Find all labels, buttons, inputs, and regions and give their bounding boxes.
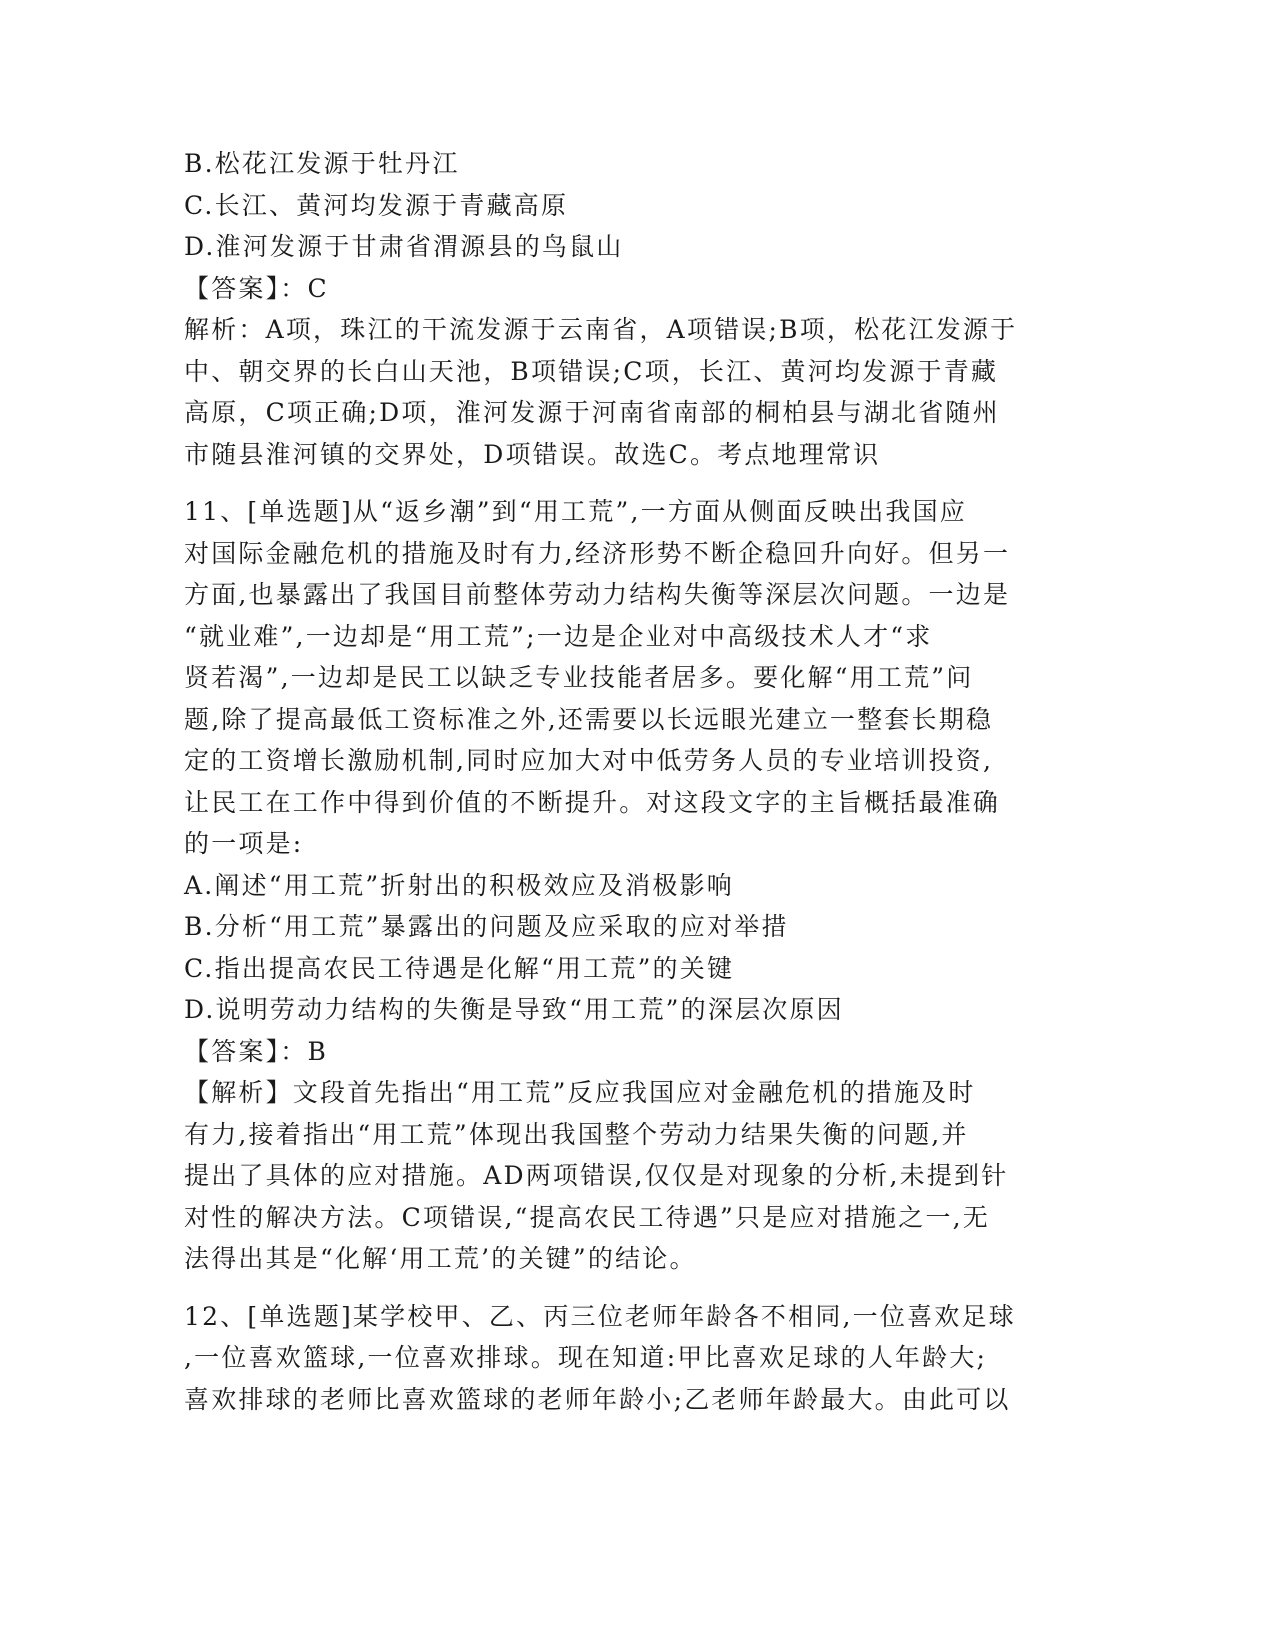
question-stem-line: 方面,也暴露出了我国目前整体劳动力结构失衡等深层次问题。一边是 — [184, 580, 1011, 609]
question-stem-line: 定的工资增长激励机制,同时应加大对中低劳务人员的专业培训投资, — [184, 746, 994, 775]
option-a: A.阐述“用工荒”折射出的积极效应及消极影响 — [184, 870, 734, 900]
question-stem-line: 11、[单选题]从“返乡潮”到“用工荒”,一方面从侧面反映出我国应 — [184, 497, 967, 526]
question-stem-line: 题,除了提高最低工资标准之外,还需要以长远眼光建立一整套长期稳 — [184, 704, 994, 734]
option-b: B.分析“用工荒”暴露出的问题及应采取的应对举措 — [184, 912, 789, 941]
question-10-tail — [184, 143, 1084, 475]
answer-line: 【答案】：C — [184, 273, 329, 303]
analysis-line: 【解析】文段首先指出“用工荒”反应我国应对金融危机的措施及时 — [184, 1078, 976, 1107]
question-12 — [184, 1296, 1084, 1421]
analysis-line: 法得出其是“化解‘用工荒’的关键”的结论。 — [184, 1244, 697, 1273]
question-stem-line: 的一项是: — [184, 829, 304, 858]
answer-line: 【答案】：B — [184, 1036, 329, 1066]
analysis-line: 市随县淮河镇的交界处，D项错误。故选C。考点地理常识 — [184, 439, 881, 469]
analysis-line: 解析：A项，珠江的干流发源于云南省，A项错误;B项，松花江发源于 — [184, 315, 1018, 344]
question-stem-line: 喜欢排球的老师比喜欢篮球的老师年龄小;乙老师年龄最大。由此可以 — [184, 1384, 1011, 1414]
option-d: D.说明劳动力结构的失衡是导致“用工荒”的深层次原因 — [184, 995, 844, 1024]
option-b: B.松花江发源于牡丹江 — [184, 149, 460, 178]
document-body — [184, 143, 1084, 1420]
analysis-line: 中、朝交界的长白山天池，B项错误;C项，长江、黄河均发源于青藏 — [184, 356, 999, 386]
option-c: C.长江、黄河均发源于青藏高原 — [184, 190, 569, 220]
option-c: C.指出提高农民工待遇是化解“用工荒”的关键 — [184, 953, 735, 983]
question-stem-line: “就业难”,一边却是“用工荒”;一边是企业对中高级技术人才“求 — [184, 621, 933, 651]
option-d: D.淮河发源于甘肃省渭源县的鸟鼠山 — [184, 232, 624, 261]
question-11 — [184, 491, 1084, 1280]
question-stem-line: ,一位喜欢篮球,一位喜欢排球。现在知道:甲比喜欢足球的人年龄大; — [184, 1343, 988, 1372]
question-stem-line: 对国际金融危机的措施及时有力,经济形势不断企稳回升向好。但另一 — [184, 538, 1011, 568]
analysis-line: 高原，C项正确;D项，淮河发源于河南省南部的桐柏县与湖北省随州 — [184, 398, 1000, 427]
question-stem-line: 12、[单选题]某学校甲、乙、丙三位老师年龄各不相同,一位喜欢足球 — [184, 1301, 1016, 1331]
question-stem-line: 让民工在工作中得到价值的不断提升。对这段文字的主旨概括最准确 — [184, 787, 1001, 817]
analysis-line: 有力,接着指出“用工荒”体现出我国整个劳动力结果失衡的问题,并 — [184, 1119, 969, 1149]
analysis-line: 对性的解决方法。C项错误,“提高农民工待遇”只是应对措施之一,无 — [184, 1202, 990, 1232]
question-stem-line: 贤若渴”,一边却是民工以缺乏专业技能者居多。要化解“用工荒”问 — [184, 663, 974, 692]
analysis-line: 提出了具体的应对措施。AD两项错误,仅仅是对现象的分析,未提到针 — [184, 1161, 1009, 1190]
